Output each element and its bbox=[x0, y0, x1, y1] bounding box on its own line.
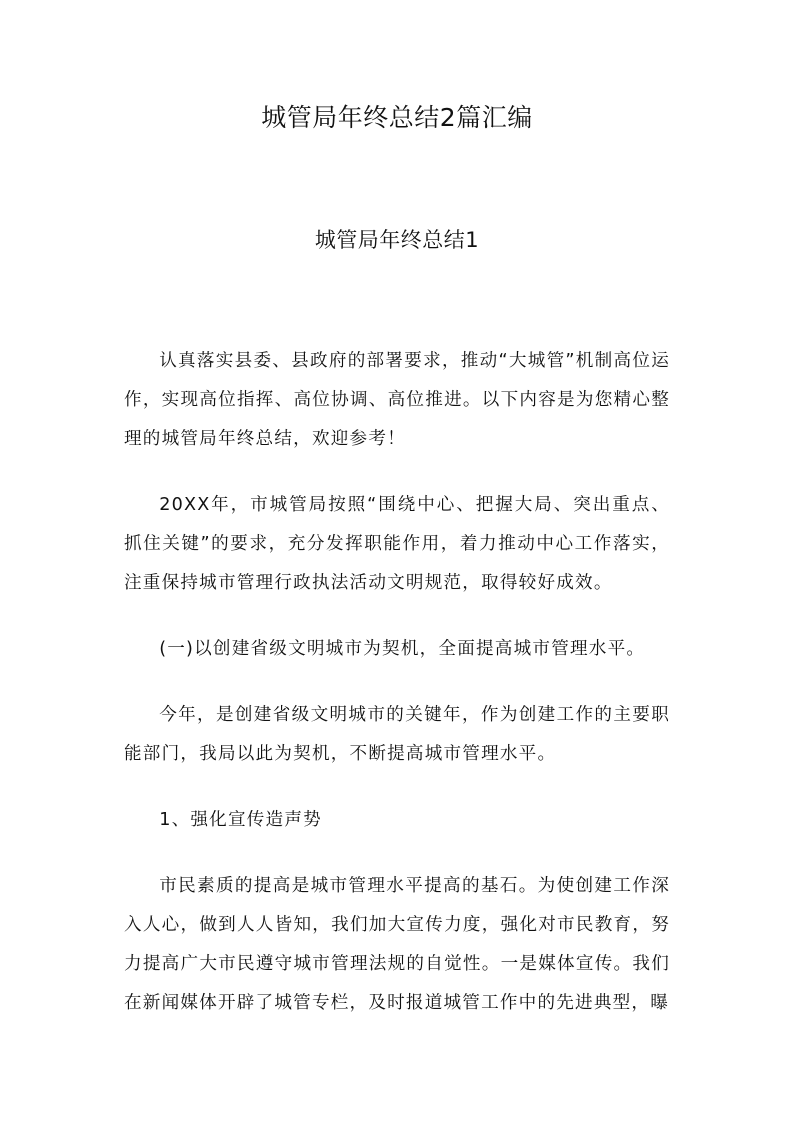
paragraph-key-year: 今年，是创建省级文明城市的关键年，作为创建工作的主要职能部门，我局以此为契机，不断提高城市管理水平。 bbox=[124, 705, 670, 764]
paragraph-heading-one: (一)以创建省级文明城市为契机，全面提高城市管理水平。 bbox=[159, 639, 646, 659]
paragraph-overview: 20XX年，市城管局按照“围绕中心、把握大局、突出重点、抓住关键”的要求，充分发挥职能作用，着力推动中心工作落实，注重保持城市管理行政执法活动文明规范，取得较好成效。 bbox=[124, 495, 670, 593]
section-title: 城管局年终总结1 bbox=[314, 228, 480, 252]
paragraph-intro: 认真落实县委、县政府的部署要求，推动“大城管”机制高位运作，实现高位指挥、高位协调、高位推进。以下内容是为您精心整理的城管局年终总结，欢迎参考！ bbox=[124, 351, 670, 449]
document-body bbox=[124, 342, 670, 1050]
paragraph-publicity-detail: 市民素质的提高是城市管理水平提高的基石。为使创建工作深入人心，做到人人皆知，我们加大宣传力度，强化对市民教育，努力提高广大市民遵守城市管理法规的自觉性。一是媒体宣传。我们在新闻媒体开辟了城管专栏，及时报道城管工作中的先进典型，曝 bbox=[124, 876, 670, 1013]
paragraph-subheading-publicity: 1、强化宣传造声势 bbox=[159, 810, 322, 830]
document-title: 城管局年终总结2篇汇编 bbox=[261, 103, 533, 132]
